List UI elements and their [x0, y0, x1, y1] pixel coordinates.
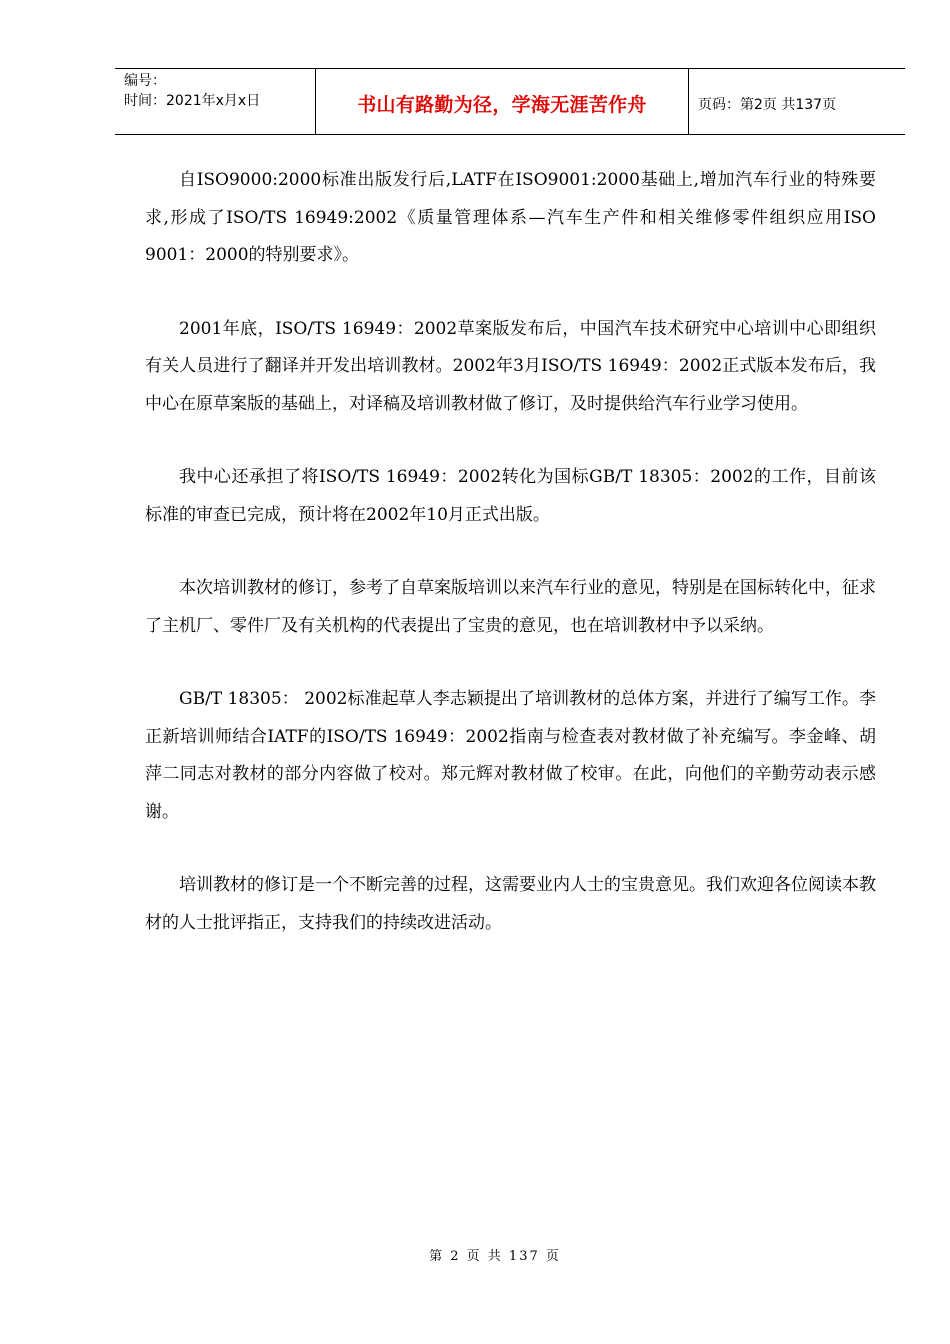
header-page-number: 页码：第2页 共137页 — [698, 96, 837, 113]
body-paragraph: 自ISO9000:2000标准出版发行后,LATF在ISO9001:2000基础上,增加汽车行业的特殊要求,形成了ISO/TS 16949:2002《质量管理体系—汽车生产件和相关维修零件组织应用ISO 9001：2000的特别要求》。 — [145, 170, 876, 265]
body-paragraph: 我中心还承担了将ISO/TS 16949：2002转化为国标GB/T 18305：2002的工作，目前该标准的审查已完成，预计将在2002年10月正式出版。 — [145, 467, 876, 525]
page-footer — [0, 1245, 950, 1264]
document-body — [145, 162, 876, 978]
body-paragraph: 本次培训教材的修订，参考了自草案版培训以来汽车行业的意见，特别是在国标转化中，征求了主机厂、零件厂及有关机构的代表提出了宝贵的意见，也在培训教材中予以采纳。 — [145, 578, 876, 636]
body-paragraph: 培训教材的修订是一个不断完善的过程，这需要业内人士的宝贵意见。我们欢迎各位阅读本教材的人士批评指正，支持我们的持续改进活动。 — [145, 875, 876, 933]
header-meta-cell — [115, 69, 316, 134]
body-paragraph: 2001年底，ISO/TS 16949：2002草案版发布后，中国汽车技术研究中心培训中心即组织有关人员进行了翻译并开发出培训教材。2002年3月ISO/TS 16949：2002正式版本发布后，我中心在原草案版的基础上，对译稿及培训教材做了修订，及时提供给汽车行业学习使用。 — [145, 318, 876, 414]
header-motto-cell — [316, 69, 689, 134]
document-number-label: 编号： — [124, 73, 166, 89]
header-motto: 书山有路勤为径，学海无涯苦作舟 — [357, 94, 647, 116]
document-time-label: 时间：2021年x月x日 — [124, 93, 261, 109]
footer-page-number: 第 2 页 共 137 页 — [429, 1249, 561, 1264]
body-paragraph: GB/T 18305： 2002标准起草人李志颖提出了培训教材的总体方案，并进行了编写工作。李正新培训师结合IATF的ISO/TS 16949：2002指南与检查表对教材做了补充编写。李金峰、胡萍二同志对教材的部分内容做了校对。郑元辉对教材做了校审。在此，向他们的辛勤劳动表示感谢。 — [145, 689, 876, 822]
header-page-cell — [689, 69, 905, 134]
page-header — [115, 68, 905, 135]
